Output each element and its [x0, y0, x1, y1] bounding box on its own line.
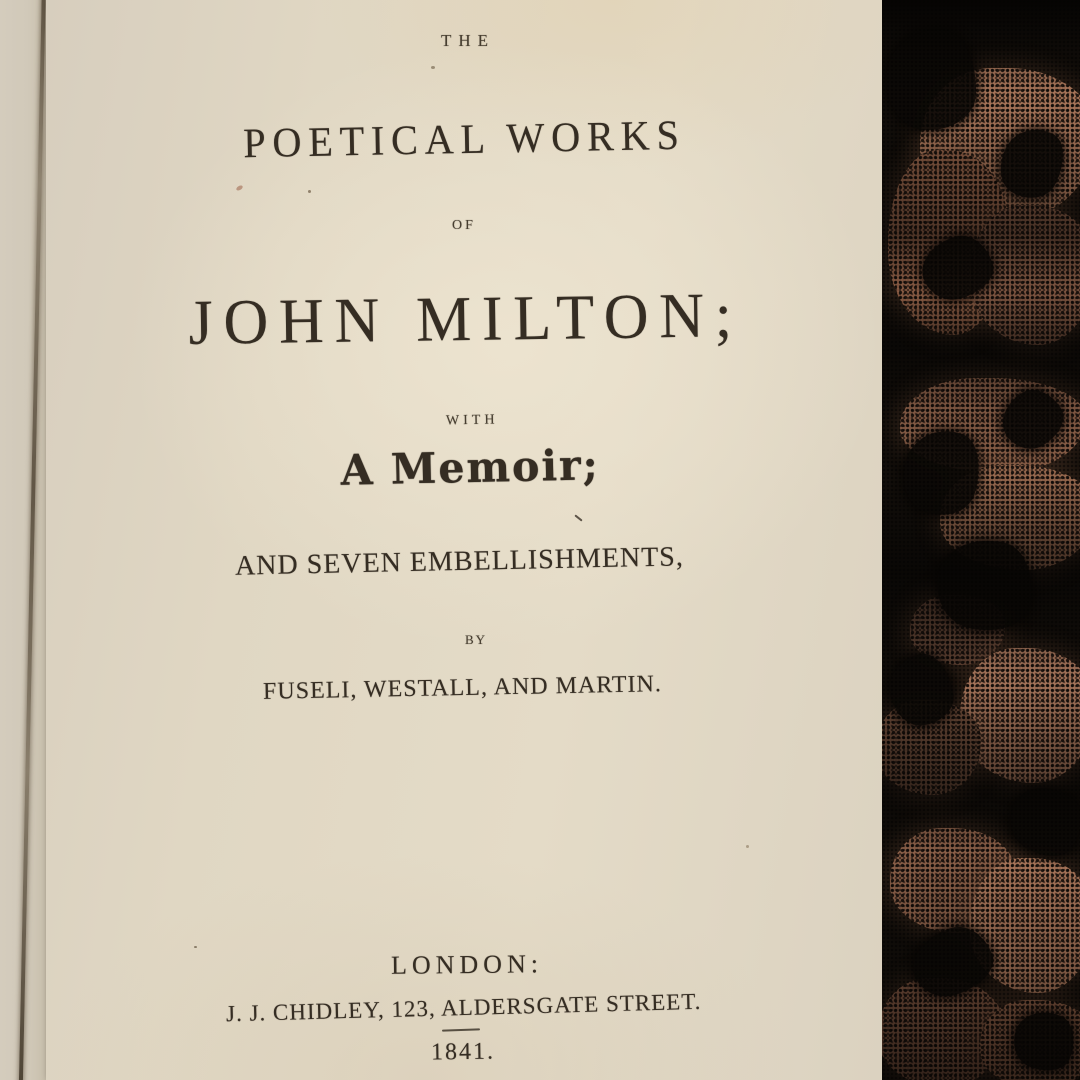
lace-patch [890, 828, 1015, 933]
memoir-line [46, 440, 882, 495]
lace-flower-motif [992, 380, 1073, 459]
lace-patch [882, 700, 981, 795]
foxing-spot [431, 66, 435, 69]
lace-flower-motif [894, 422, 988, 524]
lace-flower-motif [998, 774, 1080, 867]
foxing-spot [746, 845, 749, 848]
lace-patch [900, 378, 1080, 473]
lace-flower-motif [914, 228, 1000, 308]
book-title [46, 112, 882, 168]
lace-patch [960, 648, 1080, 783]
lace-patch [970, 858, 1080, 993]
with-line [46, 414, 882, 428]
of-text: OF [452, 218, 476, 233]
imprint-city [46, 949, 882, 980]
with-text: WITH [445, 412, 499, 429]
foxing-spot [308, 190, 311, 193]
lace-flower-motif [883, 649, 958, 730]
title-page [46, 0, 882, 1080]
small-ink-speck [574, 514, 582, 521]
imprint-divider-rule [442, 1028, 480, 1031]
imprint-city-text: LONDON: [390, 949, 544, 980]
lace-flower-motif [1007, 1004, 1080, 1078]
of-line [46, 219, 882, 233]
lace-patch [940, 465, 1080, 570]
lace-fabric-background [882, 0, 1080, 1080]
memoir-text: A Memoir; [339, 440, 601, 495]
by-line [46, 633, 882, 646]
foxing-spot [235, 185, 243, 192]
lace-patch [920, 68, 1080, 218]
lace-flower-motif [903, 917, 1001, 1006]
book-title-text: POETICAL WORKS [242, 112, 686, 168]
series-line [46, 32, 882, 49]
lace-flower-motif [886, 30, 976, 130]
lace-patch [980, 1000, 1080, 1080]
imprint-publisher-text: J. J. CHIDLEY, 123, ALDERSGATE STREET. [226, 988, 702, 1027]
embellishments-line [46, 541, 882, 582]
embellishments-text: AND SEVEN EMBELLISHMENTS, [234, 541, 684, 582]
author-name-text: JOHN MILTON; [188, 279, 744, 358]
series-text: THE [440, 31, 496, 50]
author-name [46, 279, 882, 358]
lace-patch [910, 595, 1005, 665]
lace-patch [970, 205, 1080, 345]
imprint-year-text: 1841. [430, 1038, 496, 1066]
lace-patch [882, 978, 1003, 1080]
artists-text: FUSELI, WESTALL, AND MARTIN. [262, 671, 662, 705]
artists-line [46, 671, 882, 705]
lace-patch [888, 150, 1008, 335]
by-text: BY [464, 632, 488, 647]
lace-flower-motif [930, 532, 1039, 637]
foxing-spot [194, 946, 197, 948]
imprint-year [46, 1040, 882, 1064]
lace-flower-motif [990, 119, 1074, 208]
imprint-publisher [46, 988, 882, 1027]
